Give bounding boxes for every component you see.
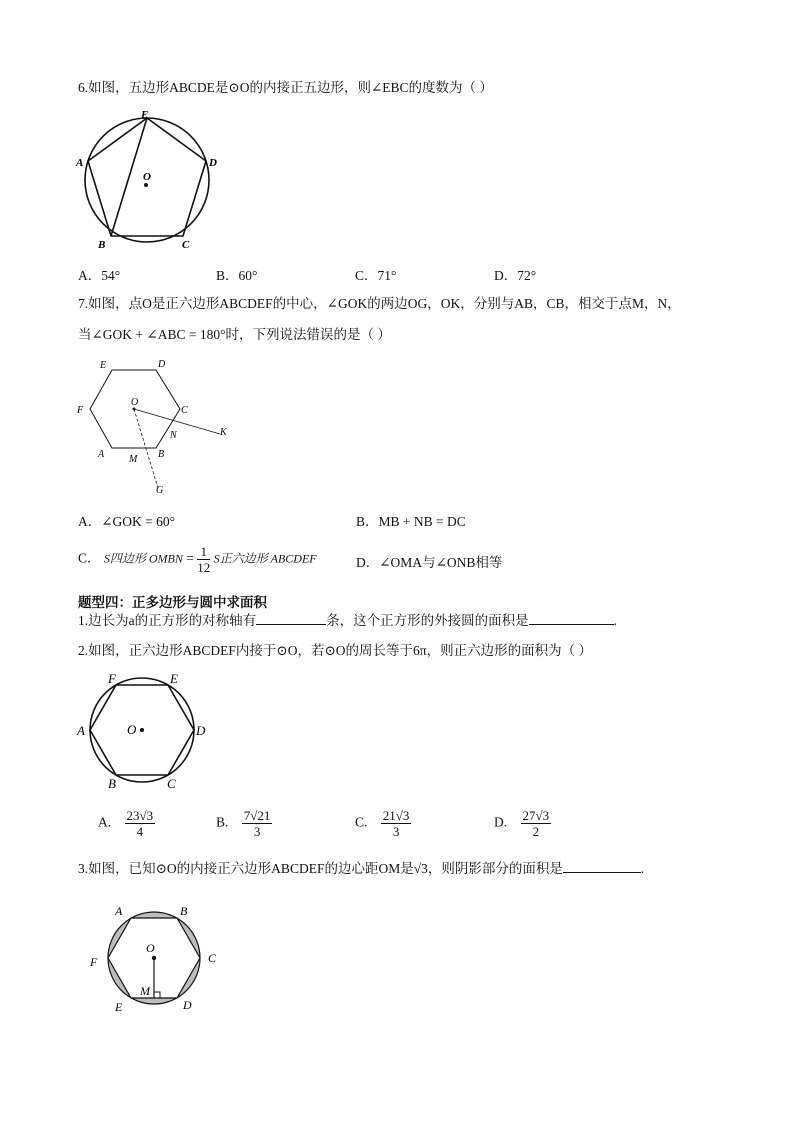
p2-label-b: B [108, 776, 116, 791]
p3-text-a: 3.如图，已知⊙O的内接正六边形ABCDEF的边心距OM是√3，则阴影部分的面积是 [78, 861, 563, 876]
q7-text-line1: 7.如图，点O是正六边形ABCDEF的中心，∠GOK的两边OG，OK，分别与AB，CB，相交于点M，N， [78, 296, 681, 311]
q7-option-c-prefix: C． [78, 550, 101, 566]
p2-option-d-letter: D. [494, 814, 508, 830]
p3-label-a: A [115, 904, 123, 918]
q7-option-c-left: S四边形 OMBN [103, 551, 183, 566]
q7-option-c-right: S正六边形 ABCDEF [213, 551, 317, 566]
p2-label-d: D [196, 723, 206, 738]
q6-option-d: D．72° [494, 268, 537, 283]
p3-text [78, 858, 644, 879]
p1-text-a: 1.边长为a的正方形的对称轴有 [78, 613, 257, 628]
q7-label-e: E [100, 360, 107, 371]
p2-option-c-den: 3 [392, 824, 400, 839]
p2-option-d-num: 27√3 [522, 808, 550, 823]
q7-option-c-eq: = [186, 550, 194, 566]
p2-label-c: C [167, 776, 176, 791]
p3-label-o: O [146, 941, 155, 955]
p2-label-f: F [108, 671, 116, 686]
q7-option-d: D．∠OMA与∠ONB相等 [356, 555, 503, 570]
q7-label-b: B [158, 449, 165, 460]
q7-option-c-num: 1 [197, 544, 210, 560]
section-heading: 题型四：正多边形与圆中求面积 [78, 595, 267, 611]
p3-blank[interactable] [563, 858, 641, 873]
p3-label-m: M [140, 984, 150, 998]
p2-hexagon-figure [72, 668, 217, 798]
q7-option-c-fraction [197, 544, 210, 575]
q6-option-c: C．71° [355, 268, 397, 283]
p2-option-a-den: 4 [136, 824, 144, 839]
p2-option-d [494, 808, 551, 839]
p3-label-e: E [115, 1000, 123, 1014]
p3-text-b: . [640, 861, 645, 876]
p2-text: 2.如图，正六边形ABCDEF内接于⊙O，若⊙O的周长等于6π，则正六边形的面积为（ ） [78, 643, 592, 658]
p2-option-c-letter: C. [355, 814, 368, 830]
q6-label-d: D [209, 157, 217, 169]
p2-option-b-den: 3 [253, 824, 261, 839]
q6-pentagon-figure [70, 108, 230, 253]
p1-text [78, 610, 617, 631]
q7-label-k: K [220, 427, 227, 438]
q7-option-a: A．∠GOK = 60° [78, 514, 176, 529]
p2-label-o: O [127, 722, 137, 737]
p1-text-b: 条，这个正方形的外接圆的面积是 [326, 613, 529, 628]
q7-option-c-den: 12 [197, 560, 211, 575]
p1-text-c: . [613, 613, 617, 628]
p2-option-a-num: 23√3 [126, 808, 154, 823]
p2-option-c [355, 808, 411, 839]
p1-blank-2[interactable] [529, 610, 614, 625]
p3-label-f: F [90, 955, 98, 969]
p3-label-d: D [183, 998, 192, 1012]
p2-option-b-fraction [242, 808, 273, 839]
q7-label-d: D [158, 359, 166, 370]
p2-option-d-den: 2 [532, 824, 540, 839]
q6-label-o: O [143, 171, 151, 183]
p2-option-a-fraction [125, 808, 156, 839]
q7-label-n: N [170, 430, 177, 441]
q6-label-a: A [76, 157, 84, 169]
p2-option-b [216, 808, 272, 839]
p2-label-a: A [77, 723, 85, 738]
p2-option-b-letter: B. [216, 814, 229, 830]
q7-label-a: A [98, 449, 105, 460]
p2-label-e: E [170, 671, 178, 686]
q7-hexagon-figure [70, 354, 240, 499]
q7-option-b: B．MB + NB = DC [356, 514, 466, 529]
q7-label-f: F [77, 405, 84, 416]
q7-label-o: O [131, 397, 139, 408]
p3-shaded-hexagon-figure [84, 898, 229, 1023]
q7-label-m: M [129, 454, 138, 465]
q7-option-c [78, 544, 317, 575]
q6-option-b: B．60° [216, 268, 258, 283]
p2-option-a [98, 808, 155, 839]
p2-option-d-fraction [521, 808, 552, 839]
p2-option-c-fraction [381, 808, 412, 839]
q6-label-b: B [98, 239, 106, 251]
q7-label-c: C [181, 405, 188, 416]
q6-text: 6.如图，五边形ABCDE是⊙O的内接正五边形，则∠EBC的度数为（ ） [78, 80, 493, 95]
q7-label-g: G [156, 485, 164, 496]
p2-option-c-num: 21√3 [382, 808, 410, 823]
q6-label-e: E [141, 109, 149, 121]
q7-text-line2: 当∠GOK + ∠ABC = 180°时，下列说法错误的是（ ） [78, 327, 391, 342]
p3-label-c: C [208, 951, 217, 965]
q6-option-a: A．54° [78, 268, 121, 283]
p1-blank-1[interactable] [256, 610, 326, 625]
p2-option-a-letter: A. [98, 814, 112, 830]
p3-label-b: B [180, 904, 188, 918]
p2-option-b-num: 7√21 [243, 808, 271, 823]
q6-label-c: C [182, 239, 190, 251]
